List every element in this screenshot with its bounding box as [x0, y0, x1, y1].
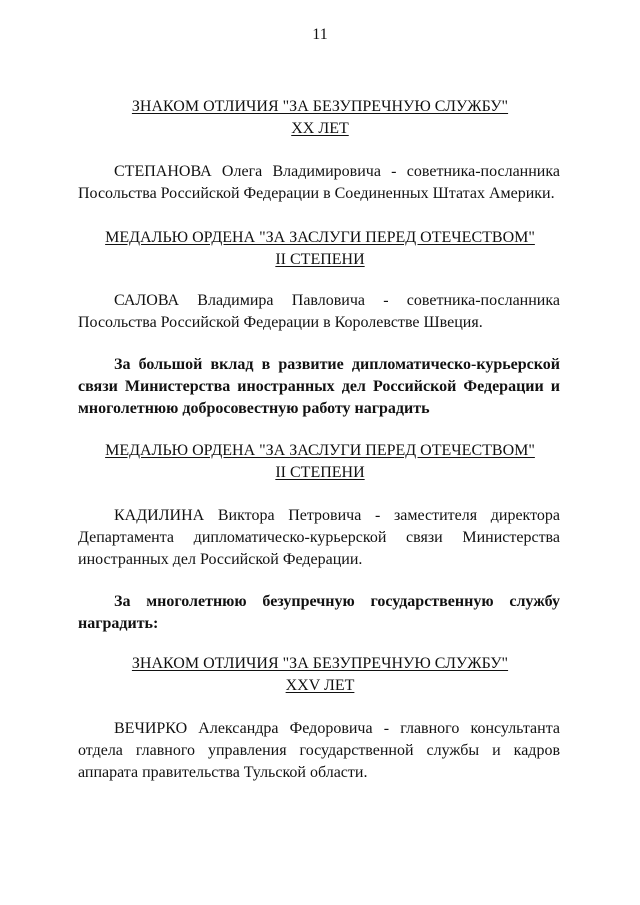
decree-paragraph [78, 354, 560, 420]
award-heading [0, 653, 640, 697]
award-degree: II СТЕПЕНИ [275, 464, 365, 481]
paragraph-line: отдела главного управления государственной службы и кадров [78, 742, 560, 759]
award-heading [0, 227, 640, 271]
paragraph-line: КАДИЛИНА Виктора Петровича - заместителя директора [114, 507, 560, 524]
award-degree: XX ЛЕТ [291, 120, 349, 137]
paragraph-line: СТЕПАНОВА Олега Владимировича - советника-посланника [114, 163, 560, 180]
award-heading [0, 96, 640, 140]
decree-line: За большой вклад в развитие дипломатическо-курьерской [114, 356, 560, 373]
award-title: МЕДАЛЬЮ ОРДЕНА "ЗА ЗАСЛУГИ ПЕРЕД ОТЕЧЕСТВОМ" [105, 229, 535, 246]
page-number: 11 [312, 26, 328, 43]
award-degree: II СТЕПЕНИ [275, 251, 365, 268]
awardee-paragraph [78, 505, 560, 571]
decree-paragraph [78, 591, 560, 635]
award-title: ЗНАКОМ ОТЛИЧИЯ "ЗА БЕЗУПРЕЧНУЮ СЛУЖБУ" [131, 98, 509, 115]
paragraph-line: иностранных дел Российской Федерации. [78, 551, 363, 568]
paragraph-line: Посольства Российской Федерации в Соединенных Штатах Америки. [78, 185, 555, 202]
decree-line: многолетнюю добросовестную работу наградить [78, 400, 430, 417]
award-heading [0, 440, 640, 484]
awardee-paragraph [78, 290, 560, 334]
decree-line: связи Министерства иностранных дел Российской Федерации и [78, 378, 560, 395]
decree-line: За многолетнюю безупречную государственную службу [114, 593, 560, 610]
paragraph-line: аппарата правительства Тульской области. [78, 764, 368, 781]
decree-line: наградить: [78, 615, 159, 632]
paragraph-line: САЛОВА Владимира Павловича - советника-посланника [114, 292, 560, 309]
paragraph-line: Посольства Российской Федерации в Королевстве Швеция. [78, 314, 483, 331]
award-title: ЗНАКОМ ОТЛИЧИЯ "ЗА БЕЗУПРЕЧНУЮ СЛУЖБУ" [131, 655, 509, 672]
awardee-paragraph [78, 161, 560, 205]
awardee-paragraph [78, 718, 560, 784]
award-title: МЕДАЛЬЮ ОРДЕНА "ЗА ЗАСЛУГИ ПЕРЕД ОТЕЧЕСТВОМ" [105, 442, 535, 459]
award-degree: XXV ЛЕТ [285, 677, 355, 694]
paragraph-line: Департамента дипломатическо-курьерской связи Министерства [78, 529, 560, 546]
paragraph-line: ВЕЧИРКО Александра Федоровича - главного консультанта [114, 720, 560, 737]
